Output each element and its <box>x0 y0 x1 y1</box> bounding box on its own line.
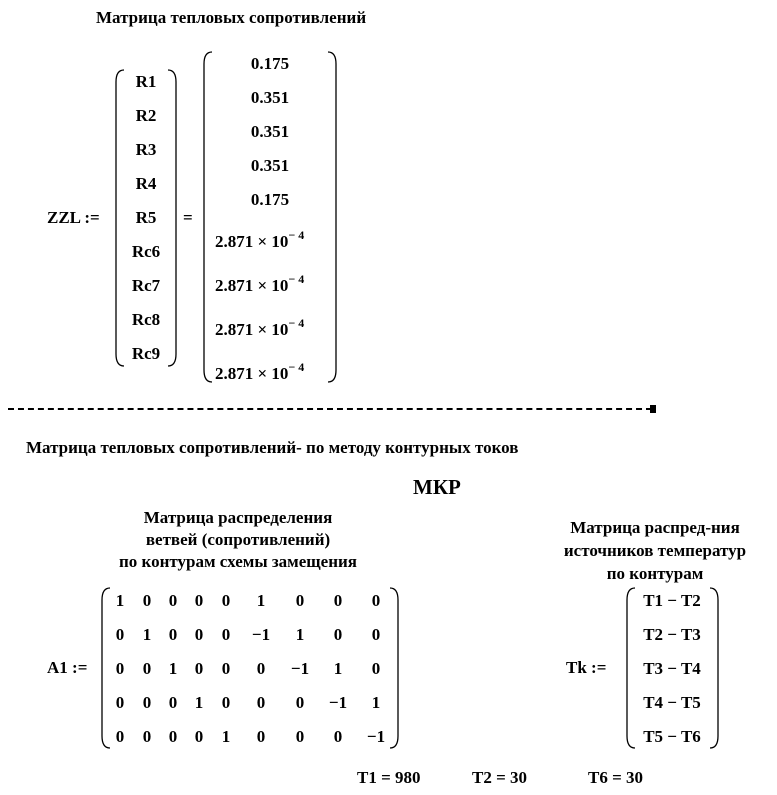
a1-cell: 1 <box>115 591 125 610</box>
tk-caption-line-1: Матрица распред-ния <box>570 518 740 537</box>
values-left-paren <box>202 50 214 384</box>
resistance-value: 0.175 <box>250 54 290 73</box>
a1-cell: −1 <box>290 659 310 678</box>
a1-cell: 0 <box>371 625 381 644</box>
a1-cell: 0 <box>115 727 125 746</box>
resistance-value <box>215 272 305 296</box>
value-mantissa: 2.871 × 10 <box>215 232 289 251</box>
region-end-marker <box>650 405 656 413</box>
values-right-paren <box>326 50 338 384</box>
a1-cell: 0 <box>256 727 266 746</box>
equals-sign: = <box>183 208 193 227</box>
tk-caption-line-2: источников температур <box>563 541 747 560</box>
tk-item: T2 − T3 <box>643 625 701 644</box>
temperature-t2: T2 = 30 <box>472 768 528 787</box>
a1-caption-line-2: ветвей (сопротивлений) <box>145 530 331 549</box>
tk-item: T5 − T6 <box>643 727 701 746</box>
tk-item: T3 − T4 <box>643 659 701 678</box>
resistance-value: 0.351 <box>250 122 290 141</box>
resistor-name: Rc9 <box>131 344 161 363</box>
resistor-name: R3 <box>135 140 157 159</box>
names-right-paren <box>166 68 178 368</box>
zzl-title: Матрица тепловых сопротивлений <box>96 8 367 27</box>
a1-cell: 0 <box>256 693 266 712</box>
a1-cell: 0 <box>142 591 152 610</box>
a1-cell: 1 <box>142 625 152 644</box>
a1-cell: 0 <box>221 693 231 712</box>
a1-cell: −1 <box>366 727 386 746</box>
region-separator <box>8 408 652 410</box>
a1-cell: 0 <box>142 693 152 712</box>
resistor-name: R2 <box>135 106 157 125</box>
a1-cell: 1 <box>371 693 381 712</box>
a1-cell: 0 <box>333 727 343 746</box>
a1-cell: 1 <box>333 659 343 678</box>
resistance-value <box>215 228 305 252</box>
a1-cell: 0 <box>194 625 204 644</box>
resistor-name: Rc7 <box>131 276 161 295</box>
a1-cell: 0 <box>168 693 178 712</box>
tk-item: T4 − T5 <box>643 693 701 712</box>
resistance-value: 0.175 <box>250 190 290 209</box>
a1-cell: 1 <box>295 625 305 644</box>
a1-cell: 1 <box>194 693 204 712</box>
a1-cell: 0 <box>194 591 204 610</box>
resistor-name: Rc6 <box>131 242 161 261</box>
a1-cell: 1 <box>221 727 231 746</box>
a1-cell: 1 <box>168 659 178 678</box>
value-exponent: − 4 <box>288 228 305 242</box>
value-mantissa: 2.871 × 10 <box>215 320 289 339</box>
value-exponent: − 4 <box>288 316 305 330</box>
value-mantissa: 2.871 × 10 <box>215 276 289 295</box>
tk-right-paren <box>708 586 720 750</box>
a1-cell: 0 <box>295 727 305 746</box>
temperature-t1: T1 = 980 <box>357 768 421 787</box>
mkt-heading: Матрица тепловых сопротивлений- по методу контурных токов <box>26 438 519 457</box>
resistor-name: R4 <box>135 174 157 193</box>
a1-lhs: A1 := <box>47 658 88 677</box>
a1-cell: 0 <box>168 625 178 644</box>
a1-cell: 0 <box>168 727 178 746</box>
a1-cell: 0 <box>194 659 204 678</box>
a1-right-paren <box>388 586 400 750</box>
a1-cell: 1 <box>256 591 266 610</box>
tk-caption-line-3: по контурам <box>606 564 704 583</box>
temperature-t6: T6 = 30 <box>588 768 644 787</box>
resistance-value <box>215 316 305 340</box>
mkt-abbreviation: МКР <box>413 475 461 499</box>
a1-cell: 0 <box>115 693 125 712</box>
a1-cell: 0 <box>221 591 231 610</box>
a1-cell: 0 <box>168 591 178 610</box>
resistor-name: Rc8 <box>131 310 161 329</box>
value-mantissa: 2.871 × 10 <box>215 364 289 383</box>
a1-cell: −1 <box>251 625 271 644</box>
a1-cell: 0 <box>256 659 266 678</box>
a1-cell: 0 <box>371 659 381 678</box>
tk-lhs: Tk := <box>566 658 607 677</box>
a1-caption-line-3: по контурам схемы замещения <box>118 552 357 571</box>
a1-cell: 0 <box>115 625 125 644</box>
a1-cell: 0 <box>295 693 305 712</box>
a1-cell: 0 <box>333 625 343 644</box>
zzl-lhs: ZZL := <box>47 208 100 227</box>
resistance-value: 0.351 <box>250 156 290 175</box>
value-exponent: − 4 <box>288 272 305 286</box>
resistor-name: R5 <box>135 208 157 227</box>
a1-cell: −1 <box>328 693 348 712</box>
tk-item: T1 − T2 <box>643 591 701 610</box>
a1-cell: 0 <box>371 591 381 610</box>
a1-cell: 0 <box>115 659 125 678</box>
a1-cell: 0 <box>333 591 343 610</box>
a1-cell: 0 <box>221 659 231 678</box>
a1-cell: 0 <box>142 727 152 746</box>
resistor-name: R1 <box>135 72 157 91</box>
a1-cell: 0 <box>221 625 231 644</box>
a1-cell: 0 <box>194 727 204 746</box>
value-exponent: − 4 <box>288 360 305 374</box>
a1-cell: 0 <box>142 659 152 678</box>
a1-cell: 0 <box>295 591 305 610</box>
resistance-value <box>215 360 305 384</box>
a1-caption-line-1: Матрица распределения <box>143 508 333 527</box>
resistance-value: 0.351 <box>250 88 290 107</box>
